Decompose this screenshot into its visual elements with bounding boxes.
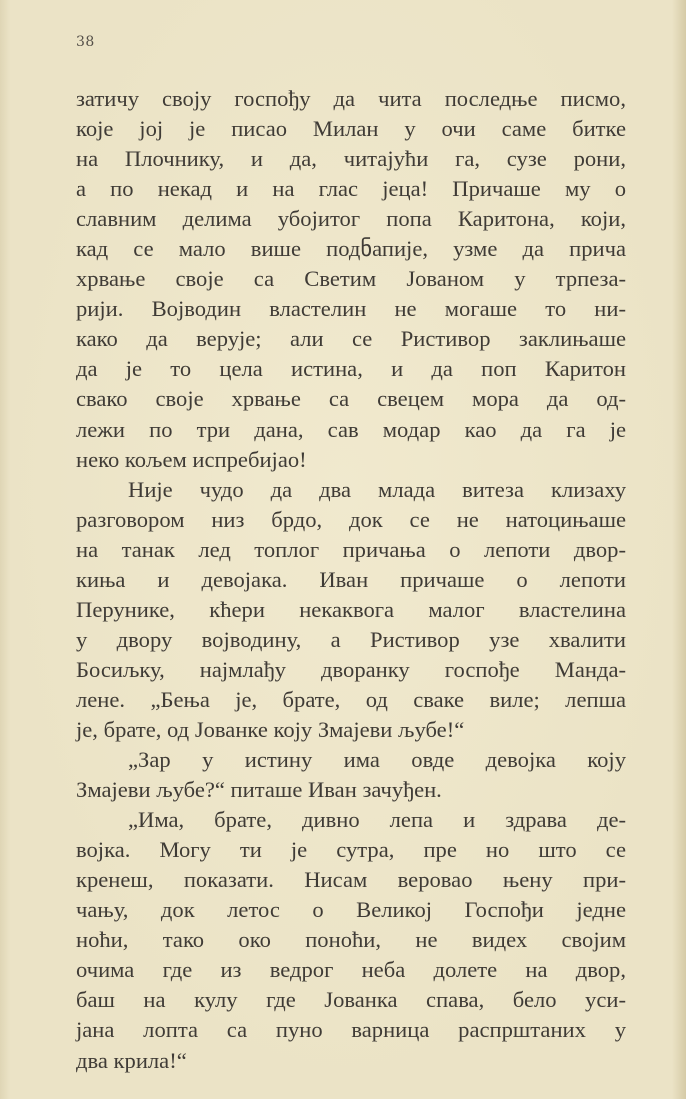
text-line: кренеш, показати. Нисам веровао њену при- [76,867,626,893]
text-line: баш на кулу где Јованка спава, бело уси- [76,987,626,1013]
paragraph [76,475,626,745]
text-line: хрвање своје са Светим Јованом у трпеза- [76,266,626,292]
text-line: у двору војводину, а Ристивор узе хвалити [76,626,626,652]
body-text [76,84,626,1076]
text-line: славним делима убојитог попа Каритона, који, [76,206,626,232]
text-line: Перунике, кћери некаквога малог властелина [76,596,626,622]
text-line: чању, док летос о Великој Госпођи једне [76,897,626,923]
text-line: војка. Могу ти је сутра, пре но што се [76,837,626,863]
page-left-edge-shadow [0,0,10,1099]
text-line: неко кољем испребијао! [76,446,307,472]
text-line: Босиљку, најмлађу дворанку госпође Манда- [76,656,626,682]
text-line: затичу своју госпођу да чита последње писмо, [76,86,626,111]
text-line: јана лопта са пуно варница распрштаних у [76,1017,626,1043]
text-line: на Плочнику, и да, читајући га, сузе рони, [76,146,626,172]
text-line: „Зар у истину има овде девојка коју [128,747,626,773]
text-line: које јој је писао Милан у очи саме битке [76,116,626,142]
text-line: лежи по три дана, сав модар као да га је [76,416,626,442]
text-line: лене. „Бења је, брате, од сваке виле; лепша [76,686,626,712]
paragraph [76,84,626,475]
text-line: разговором низ брдо, док се не натоцињаше [76,506,626,532]
text-line: је, брате, од Јованке коју Змајеви љубе!“ [76,716,465,742]
text-line: „Има, брате, дивно лепа и здрава де- [128,807,626,833]
paragraph [76,805,626,1075]
text-line: на танак лед топлог причања о лепоти двор- [76,536,626,562]
text-line: да је то цела истина, и да поп Каритон [76,356,626,382]
text-line: како да верује; али се Ристивор заклињаше [76,326,626,352]
text-line: рији. Војводин властелин не могаше то ни- [76,296,626,322]
text-line: свако своје хрвање са свецем мора да од- [76,386,626,412]
page-right-edge-shadow [672,0,686,1099]
text-line: а по некад и на глас јеца! Причаше му о [76,176,626,202]
text-line: два крила!“ [76,1047,187,1073]
text-line: Змајеви љубе?“ питаше Иван зачуђен. [76,777,442,803]
text-line: ноћи, тако око поноћи, не видех својим [76,927,626,953]
paragraph [76,745,626,805]
text-line: кад се мало више подნапије, узме да прича [76,236,626,262]
page-number: 38 [76,34,95,50]
text-line: очима где из ведрог неба долете на двор, [76,957,626,983]
text-line: киња и девојака. Иван причаше о лепоти [76,566,626,592]
text-line: Није чудо да два млада витеза клизаху [128,476,626,502]
